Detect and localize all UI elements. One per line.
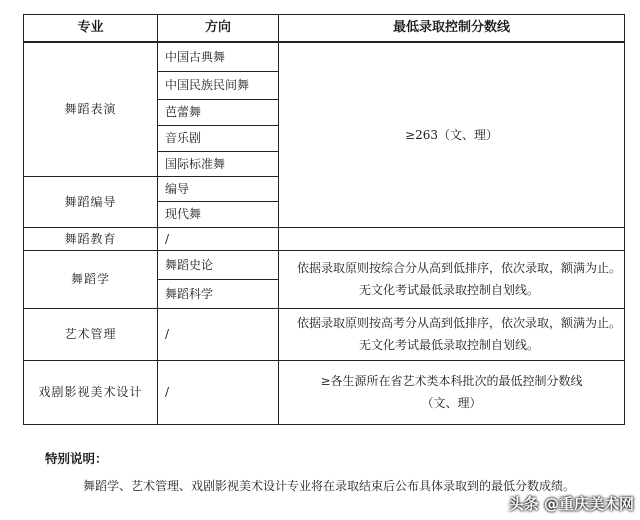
direction-cell: 中国民族民间舞 [158, 71, 279, 99]
score-cell-arts-management [279, 308, 625, 360]
major-dance-performance: 舞蹈表演 [24, 42, 158, 176]
major-arts-management: 艺术管理 [24, 308, 158, 360]
score-line: ≥各生源所在省艺术类本科批次的最低控制分数线 [320, 374, 583, 388]
notes-body: 舞蹈学、艺术管理、戏剧影视美术设计专业将在录取结束后公布具体录取到的最低分数成绩。 [83, 479, 576, 493]
score-line: 无文化考试最低录取控制自划线。 [359, 283, 540, 297]
score-cell-dance-studies [279, 250, 625, 308]
direction-cell: 中国古典舞 [158, 42, 279, 71]
header-major: 专业 [24, 15, 158, 43]
direction-cell: 编导 [158, 176, 279, 201]
direction-cell: 芭蕾舞 [158, 99, 279, 125]
score-cell-empty [279, 227, 625, 250]
special-notes [45, 449, 605, 497]
admission-score-table [23, 14, 625, 425]
table-row [24, 360, 625, 424]
score-line: 无文化考试最低录取控制自划线。 [359, 338, 540, 352]
header-min-score: 最低录取控制分数线 [279, 15, 625, 43]
direction-cell: 现代舞 [158, 201, 279, 227]
score-line: 依据录取原则按综合分从高到低排序，依次录取，额满为止。 [297, 261, 622, 275]
direction-cell: 音乐剧 [158, 125, 279, 151]
score-cell-stage-design [279, 360, 625, 424]
notes-title: 特别说明： [45, 451, 108, 466]
major-dance-education: 舞蹈教育 [24, 227, 158, 250]
major-dance-studies: 舞蹈学 [24, 250, 158, 308]
direction-cell: / [158, 308, 279, 360]
score-line: （文、理） [421, 396, 482, 410]
table-header-row [24, 15, 625, 43]
table-row [24, 308, 625, 360]
table-row [24, 227, 625, 250]
table-row [24, 250, 625, 279]
watermark: 头条 @重庆美术网 [508, 495, 634, 513]
major-stage-design: 戏剧影视美术设计 [24, 360, 158, 424]
direction-cell: 舞蹈史论 [158, 250, 279, 279]
header-direction: 方向 [158, 15, 279, 43]
direction-cell: / [158, 360, 279, 424]
table-row [24, 42, 625, 71]
direction-cell: 舞蹈科学 [158, 279, 279, 308]
score-line: 依据录取原则按高考分从高到低排序，依次录取，额满为止。 [297, 316, 622, 330]
score-cell-263: ≥263（文、理） [279, 42, 625, 227]
direction-cell: 国际标准舞 [158, 151, 279, 176]
major-choreography: 舞蹈编导 [24, 176, 158, 227]
direction-cell: / [158, 227, 279, 250]
